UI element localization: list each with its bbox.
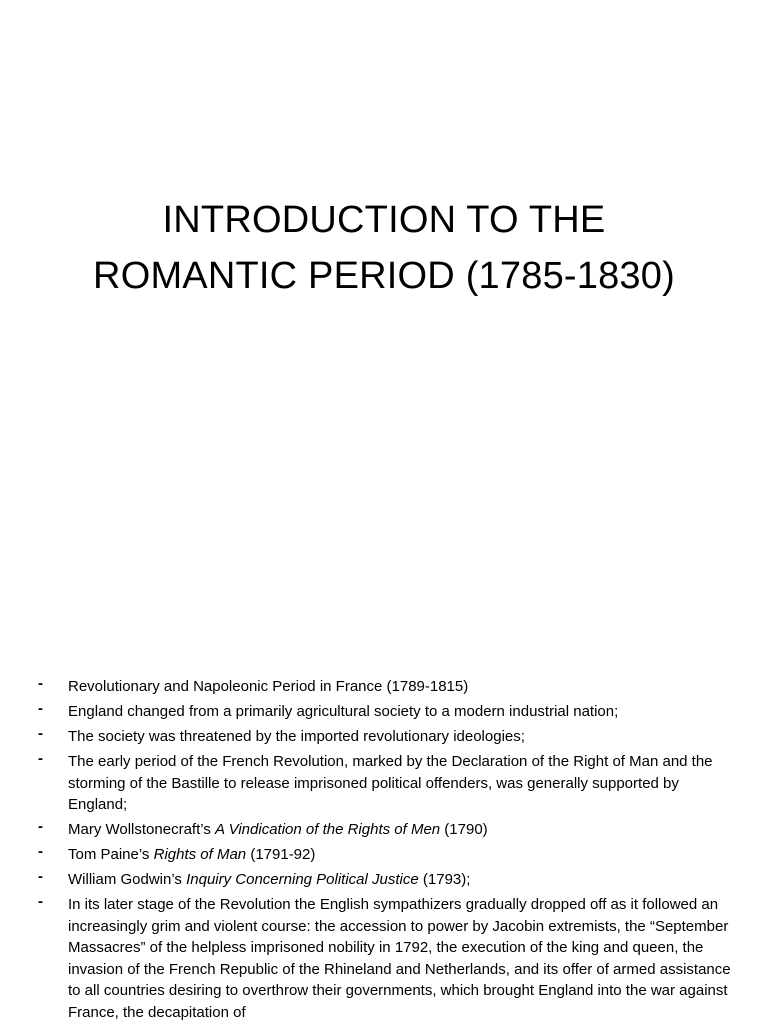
bullet-dash: - <box>38 843 43 860</box>
bullet-dash: - <box>38 675 43 692</box>
slide-title-line-1: INTRODUCTION TO THE <box>162 199 606 241</box>
bullet-item <box>38 819 738 841</box>
bullet-dash: - <box>38 818 43 835</box>
bullet-item <box>38 701 738 723</box>
bullet-dash: - <box>38 893 43 910</box>
slide-title <box>0 192 768 304</box>
bullet-dash: - <box>38 750 43 767</box>
bullet-text: In its later stage of the Revolution the English sympathizers gradually dropped off as it followed an increasingly grim and violent course: the accession to power by Jacobin extremists, the “September Massacres” of the helpless imprisoned nobility in 1792, the execution of the king and queen, the invasion of the French Republic of the Rhineland and Netherlands, and its offer of armed assistance to all countries desiring to overthrow their governments, which brought England into the war against France, the decapitation of <box>68 896 731 1021</box>
bullet-item <box>38 726 738 748</box>
bullet-list <box>38 676 738 1024</box>
bullet-text: William Godwin’s Inquiry Concerning Political Justice (1793); <box>68 871 471 888</box>
bullet-text: The society was threatened by the imported revolutionary ideologies; <box>68 728 525 745</box>
bullet-item <box>38 894 738 1023</box>
bullet-item <box>38 869 738 891</box>
bullet-item <box>38 676 738 698</box>
bullet-dash: - <box>38 700 43 717</box>
bullet-item <box>38 751 738 816</box>
bullet-text: The early period of the French Revolution, marked by the Declaration of the Right of Man and the storming of the Bastille to release imprisoned political offenders, was generally supported by England; <box>68 753 713 813</box>
book-title: Inquiry Concerning Political Justice <box>186 871 419 888</box>
slide-title-line-2: ROMANTIC PERIOD (1785-1830) <box>93 255 675 297</box>
bullet-text: England changed from a primarily agricultural society to a modern industrial nation; <box>68 703 619 720</box>
book-title: A Vindication of the Rights of Men <box>215 821 441 838</box>
bullet-dash: - <box>38 868 43 885</box>
bullet-item <box>38 844 738 866</box>
bullet-text: Tom Paine’s Rights of Man (1791-92) <box>68 846 316 863</box>
bullet-text: Revolutionary and Napoleonic Period in France (1789-1815) <box>68 678 469 695</box>
bullet-dash: - <box>38 725 43 742</box>
book-title: Rights of Man <box>153 846 247 863</box>
bullet-text: Mary Wollstonecraft’s A Vindication of the Rights of Men (1790) <box>68 821 488 838</box>
